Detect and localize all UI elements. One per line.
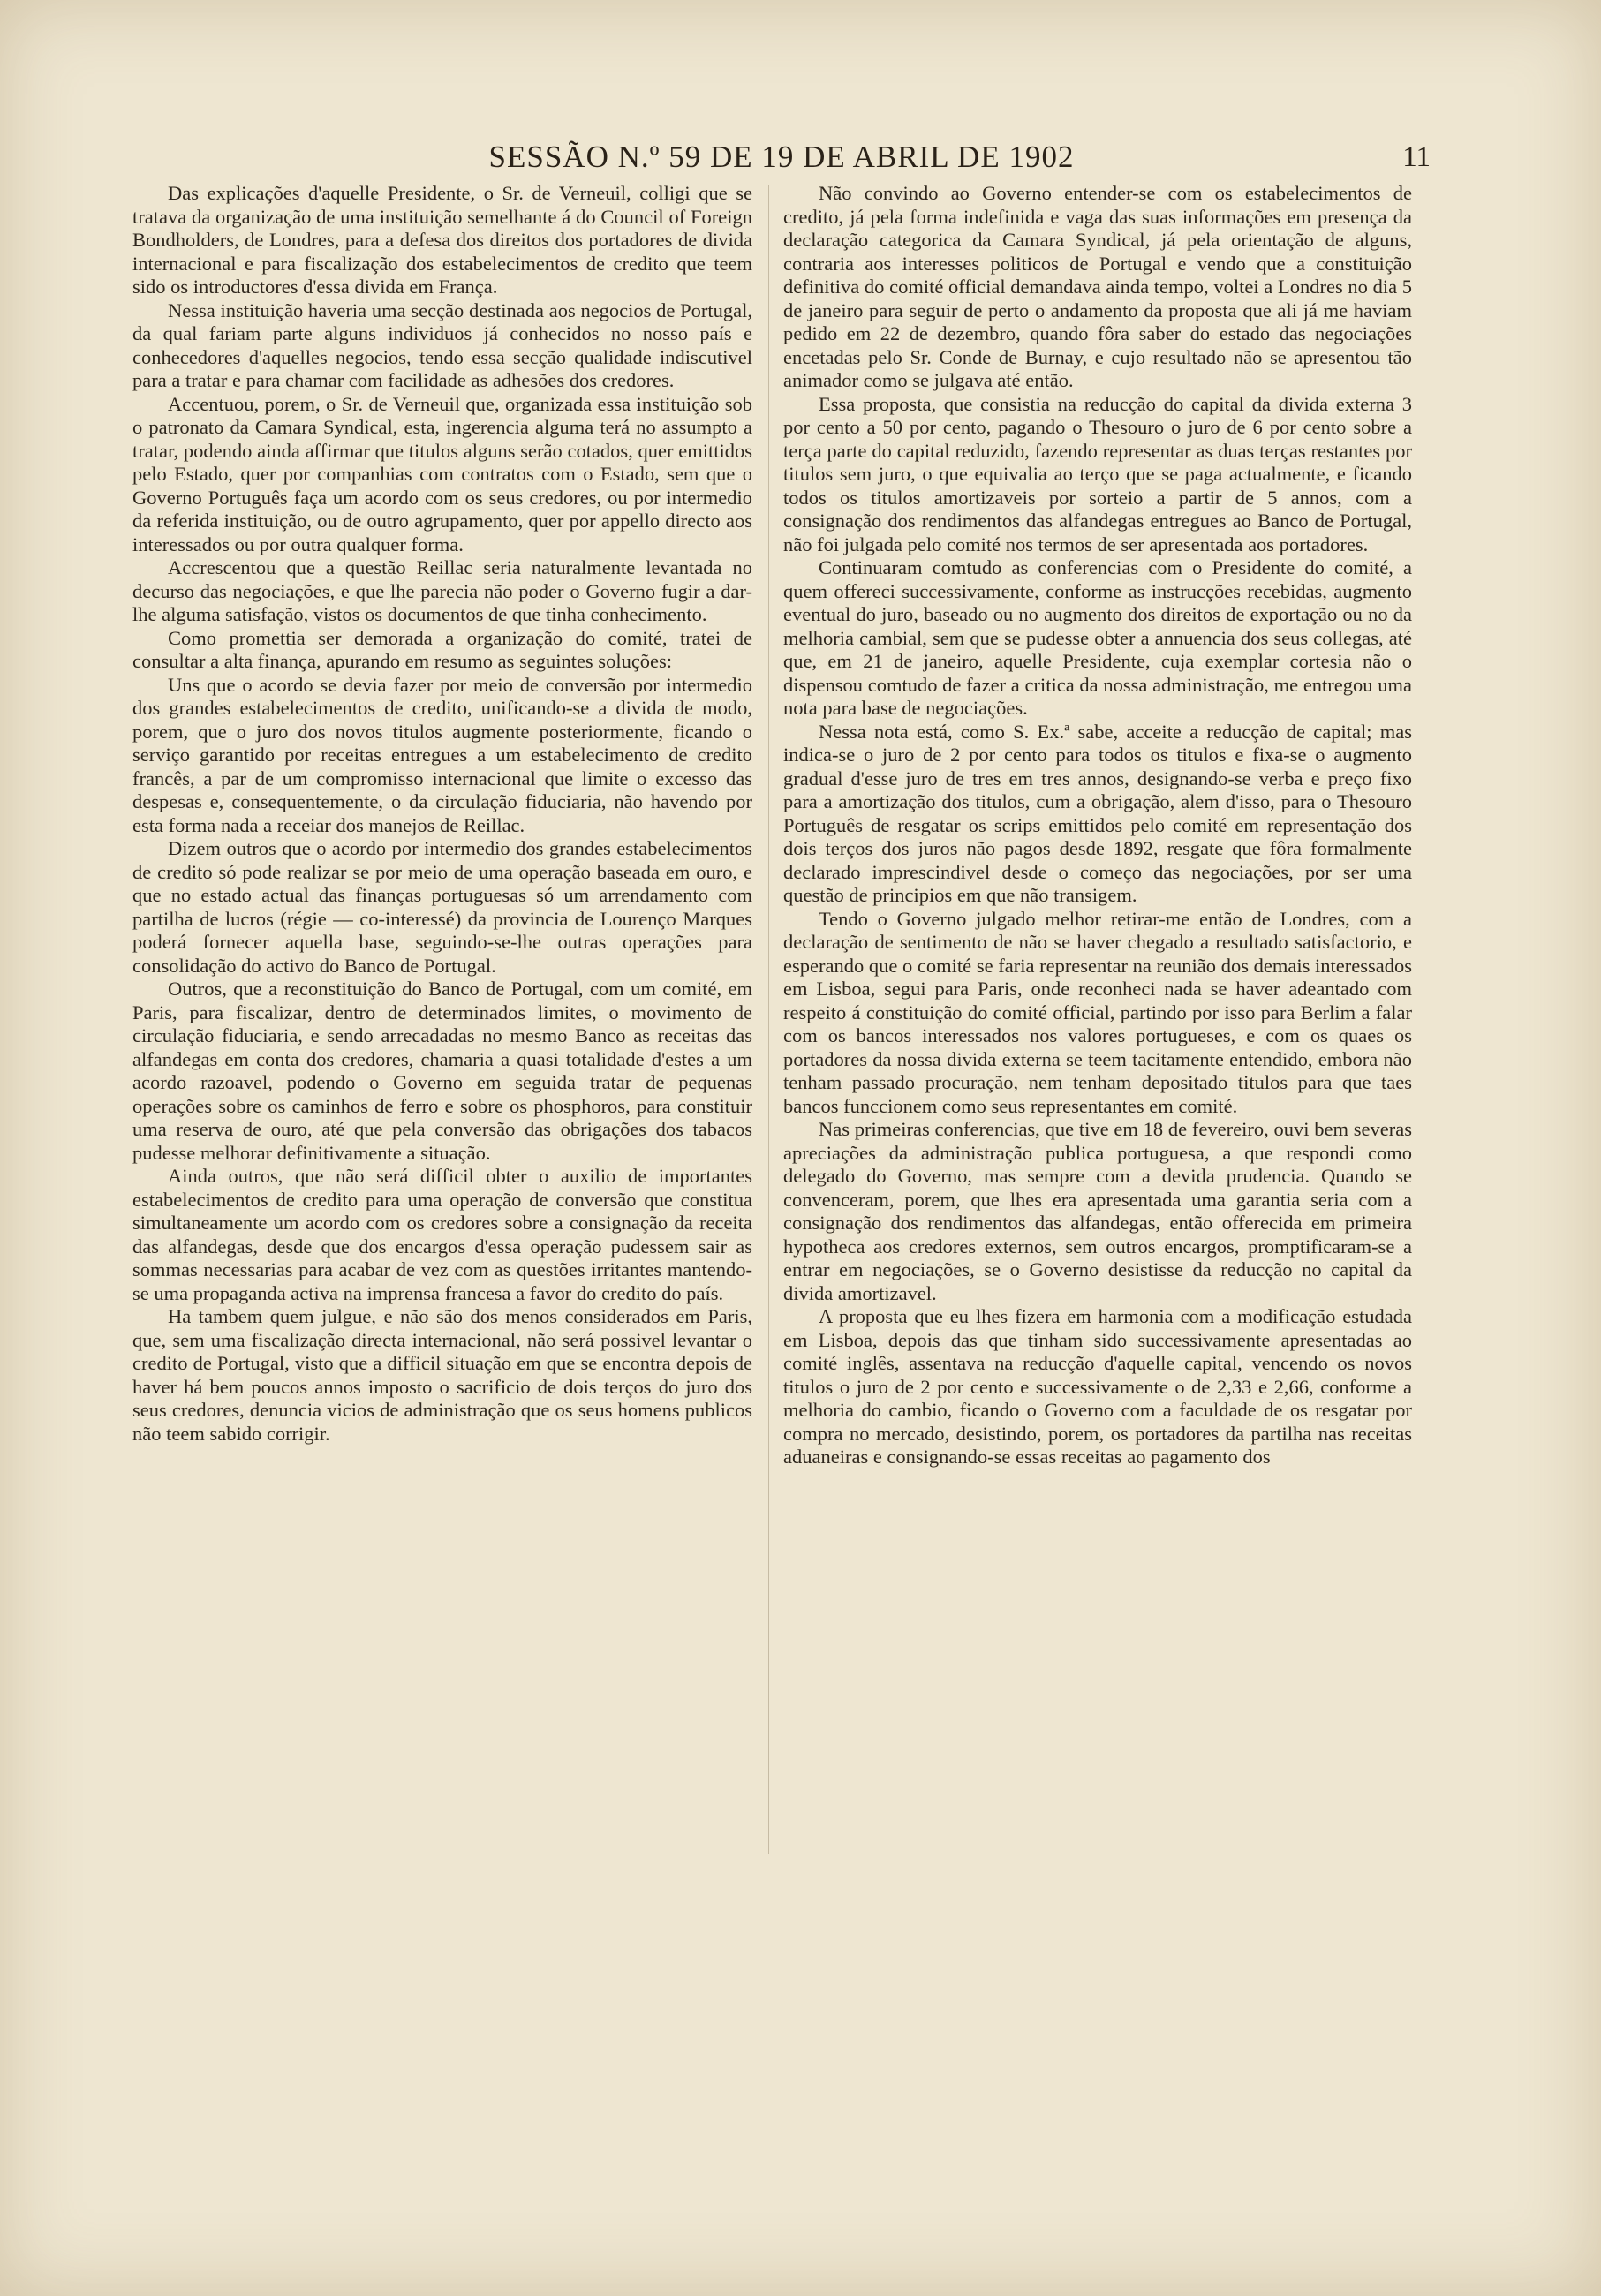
paragraph: Accrescentou que a questão Reillac seria naturalmente levantada no decurso das negociações, e que lhe parecia não poder o Governo fugir a dar-lhe alguma satisfação, vistos os documentos de que tinha conhecimento. bbox=[132, 556, 752, 625]
paragraph: Tendo o Governo julgado melhor retirar-me então de Londres, com a declaração de sentimento de não se haver chegado a resultado satisfactorio, e esperando que o comité se faria representar na reunião dos demais interessados em Lisboa, segui para Paris, onde reconheci nada se haver adeantado com respeito á constituição do comité official, partindo por isso para Berlim a falar com os bancos interessados nos valores portugueses, e com os quaes os portadores da nossa divida externa se teem tacitamente entendido, embora não tenham passado procuração, nem tenham depositado titulos para que taes bancos funccionem como seus representantes em comité. bbox=[783, 907, 1412, 1117]
right-column bbox=[783, 182, 1412, 1469]
paragraph: Não convindo ao Governo entender-se com os estabelecimentos de credito, já pela forma indefinida e vaga das suas informações em presença da declaração categorica da Camara Syndical, já pela orientação de alguns, contraria aos interesses politicos de Portugal e vendo que a constituição definitiva do comité official demandava ainda tempo, voltei a Londres no dia 5 de janeiro para seguir de perto o andamento da proposta que ali já me haviam pedido em 22 de dezembro, quando fôra saber do estado das negociações encetadas pelo Sr. Conde de Burnay, e cujo resultado não se apresentou tão animador como se julgava até então. bbox=[783, 182, 1412, 391]
page-header bbox=[150, 140, 1431, 178]
paragraph: Ainda outros, que não será difficil obter o auxilio de importantes estabelecimentos de credito para uma operação de conversão que constitua simultaneamente um acordo com os credores sobre a consignação da receita das alfandegas, desde que dos encargos d'essa operação pudessem sair as sommas necessarias para acabar de vez com as questões irritantes mantendo-se uma propaganda activa na imprensa francesa a favor do credito do país. bbox=[132, 1165, 752, 1304]
paragraph: Nessa instituição haveria uma secção destinada aos negocios de Portugal, da qual fariam parte alguns individuos já conhecidos no nosso país e conhecedores d'aquelles negocios, tendo essa secção qualidade indiscutivel para a tratar e para chamar com facilidade as adhesões dos credores. bbox=[132, 298, 752, 391]
paragraph: Essa proposta, que consistia na reducção do capital da divida externa 3 por cento a 50 por cento, pagando o Thesouro o juro de 6 por cento sobre a terça parte do capital reduzido, fazendo representar as duas terças restantes por titulos sem juro, o que equivalia ao terço que se paga actualmente, e ficando todos os titulos amortizaveis por sorteio a partir de 5 annos, com a consignação dos rendimentos das alfandegas entregues ao Banco de Portugal, não foi julgada pelo comité nos termos de ser apresentada aos portadores. bbox=[783, 392, 1412, 555]
paragraph: Uns que o acordo se devia fazer por meio de conversão por intermedio dos grandes estabelecimentos de credito, unificando-se a divida de modo, porem, que o juro dos novos titulos augmente posteriormente, ficando o serviço garantido por receitas entregues a um estabelecimento de credito francês, a par de um compromisso internacional que limite o excesso das despesas e, consequentemente, o da circulação fiduciaria, não havendo por esta forma nada a receiar dos manejos de Reillac. bbox=[132, 673, 752, 836]
page-number: 11 bbox=[1402, 141, 1431, 173]
paragraph: Accentuou, porem, o Sr. de Verneuil que, organizada essa instituição sob o patronato da Camara Syndical, esta, ingerencia alguma terá no assumpto a tratar, podendo ainda affirmar que titulos alguns serão cotados, quer emittidos pelo Estado, quer por companhias com contratos com o Estado, sem que o Governo Português faça um acordo com os seus credores, ou por intermedio da referida instituição, ou de outro agrupamento, quer por appello directo aos interessados ou por outra qualquer forma. bbox=[132, 392, 752, 555]
paragraph: Das explicações d'aquelle Presidente, o Sr. de Verneuil, colligi que se tratava da organização de uma instituição semelhante á do Council of Foreign Bondholders, de Londres, para a defesa dos direitos dos portadores de divida internacional e para fiscalização dos estabelecimentos de credito que teem sido os introductores d'essa divida em França. bbox=[132, 182, 752, 298]
paragraph: Nas primeiras conferencias, que tive em 18 de fevereiro, ouvi bem severas apreciações da administração publica portuguesa, a que respondi como delegado do Governo, mas sempre com a devida prudencia. Quando se convenceram, porem, que lhes era apresentada uma garantia seria com a consignação dos rendimentos das alfandegas, então offerecida em primeira hypotheca aos credores externos, sem outros encargos, promptificaram-se a entrar em negociações, se o Governo desistisse da reducção no capital da divida amortizavel. bbox=[783, 1118, 1412, 1304]
column-divider bbox=[768, 185, 769, 1854]
paragraph: Como promettia ser demorada a organização do comité, tratei de consultar a alta finança, apurando em resumo as seguintes soluções: bbox=[132, 626, 752, 672]
paragraph: Outros, que a reconstituição do Banco de Portugal, com um comité, em Paris, para fiscalizar, dentro de determinados limites, o movimento de circulação fiduciaria, e sendo arrecadadas no mesmo Banco as receitas das alfandegas em conta dos credores, chamaria a quasi totalidade d'estes a um acordo razoavel, podendo o Governo em seguida tratar de pequenas operações sobre os caminhos de ferro e sobre os phosphoros, para constituir uma reserva de ouro, até que pela conversão das obrigações dos tabacos pudesse melhorar definitivamente a situação. bbox=[132, 978, 752, 1164]
paragraph: A proposta que eu lhes fizera em harmonia com a modificação estudada em Lisboa, depois das que tinham sido successivamente apresentadas ao comité inglês, assentava na reducção d'aquelle capital, vencendo os novos titulos o juro de 2 por cento e successivamente o de 2,33 e 2,66, conforme a melhoria do cambio, ficando o Governo com a faculdade de os resgatar por compra no mercado, desistindo, porem, os portadores da partilha nas receitas aduaneiras e consignando-se essas receitas ao pagamento dos bbox=[783, 1305, 1412, 1468]
paragraph: Nessa nota está, como S. Ex.ª sabe, acceite a reducção de capital; mas indica-se o juro de 2 por cento para todos os titulos e fixa-se o augmento gradual d'esse juro de tres em tres annos, designando-se verba e preço fixo para a amortização dos titulos, cum a obrigação, alem d'isso, para o Thesouro Português de resgatar os scrips emittidos pelo comité em representação dos dois terços dos juros não pagos desde 1892, resgate que fôra formalmente declarado imprescindivel desde o começo das negociações, por ser uma questão de principios em que não transigem. bbox=[783, 720, 1412, 906]
paragraph: Continuaram comtudo as conferencias com o Presidente do comité, a quem offereci successivamente, conforme as instrucções recebidas, augmento eventual do juro, baseado ou no augmento dos direitos de exportação ou no da melhoria cambial, sem que se pudesse obter a annuencia dos seus collegas, até que, em 21 de janeiro, aquelle Presidente, cuja exemplar cortesia não o dispensou comtudo de fazer a critica da nossa administração, me entregou uma nota para base de negociações. bbox=[783, 556, 1412, 719]
session-title: SESSÃO N.º 59 DE 19 DE ABRIL DE 1902 bbox=[488, 140, 1075, 174]
left-column bbox=[132, 182, 752, 1446]
paragraph: Ha tambem quem julgue, e não são dos menos considerados em Paris, que, sem uma fiscalização directa internacional, não será possivel levantar o credito de Portugal, visto que a difficil situação em que se encontra depois de haver há bem poucos annos imposto o sacrificio de dois terços do juro dos seus credores, denuncia vicios de administração que os seus homens publicos não teem sabido corrigir. bbox=[132, 1305, 752, 1445]
paragraph: Dizem outros que o acordo por intermedio dos grandes estabelecimentos de credito só pode realizar se por meio de uma operação baseada em ouro, e que no estado actual das finanças portuguesas só um arrendamento com partilha de lucros (régie — co-interessé) da provincia de Lourenço Marques poderá fornecer aquella base, seguindo-se-lhe outras operações para consolidação do activo do Banco de Portugal. bbox=[132, 837, 752, 977]
